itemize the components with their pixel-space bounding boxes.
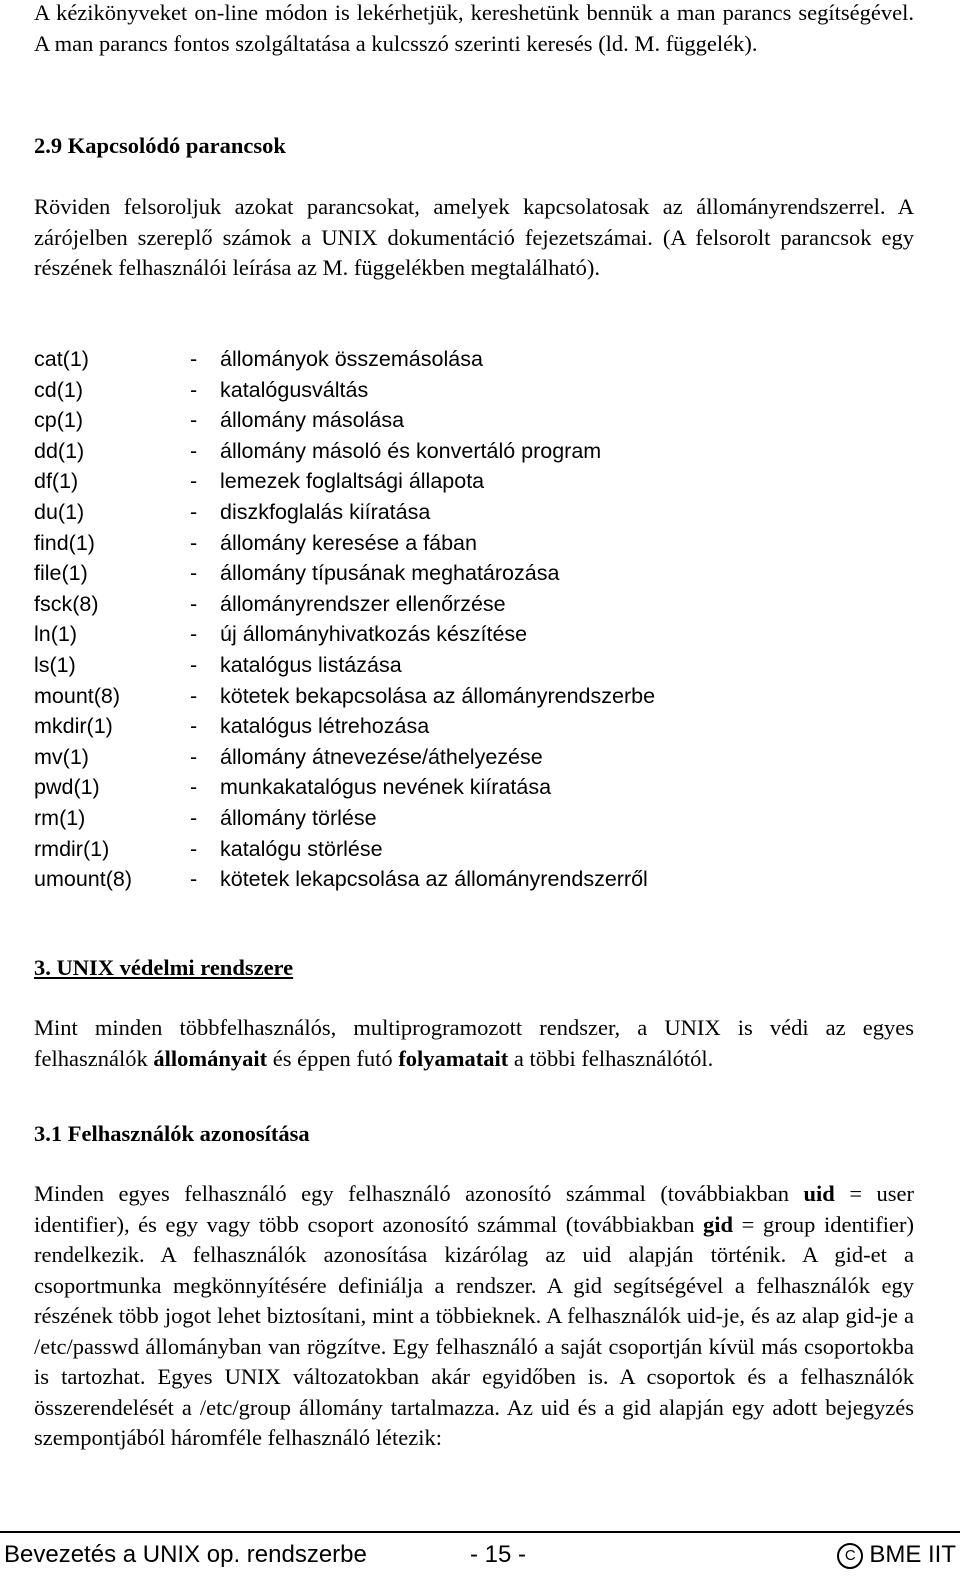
command-separator: - <box>190 347 198 371</box>
command-description: katalógus létrehozása <box>220 714 430 739</box>
footer-title: Bevezetés a UNIX op. rendszerbe <box>4 1541 367 1568</box>
section-3-1-paragraph <box>34 1179 914 1454</box>
command-description: állomány átnevezése/áthelyezése <box>220 744 543 769</box>
command-description: katalógus listázása <box>220 652 402 677</box>
command-row <box>34 436 914 467</box>
command-description: állomány törlése <box>220 805 377 830</box>
footer-copyright <box>837 1535 956 1575</box>
command-name: cd(1) <box>34 377 83 402</box>
command-separator: - <box>190 622 198 647</box>
command-separator: - <box>190 867 198 892</box>
command-name: mv(1) <box>34 744 89 769</box>
command-row <box>34 344 914 375</box>
section-3-text-2: és éppen futó <box>267 1045 399 1071</box>
command-description: kötetek lekapcsolása az állományrendszerről <box>220 867 648 892</box>
copyright-icon: C <box>837 1543 863 1569</box>
command-row <box>34 650 914 681</box>
command-name: rm(1) <box>34 805 86 830</box>
command-description: állomány keresése a fában <box>220 530 477 555</box>
command-row <box>34 742 914 773</box>
command-description: új állományhivatkozás készítése <box>220 622 528 647</box>
footer-org: BME IIT <box>869 1541 956 1568</box>
command-name: mount(8) <box>34 683 121 708</box>
command-separator: - <box>190 561 198 586</box>
command-separator: - <box>190 652 198 677</box>
command-description: állomány típusának meghatározása <box>220 561 560 586</box>
command-description: diszkfoglalás kiíratása <box>220 499 431 524</box>
command-name: cat(1) <box>34 347 89 371</box>
command-list <box>34 344 914 895</box>
command-row <box>34 834 914 865</box>
command-description: munkakatalógus nevének kiíratása <box>220 775 552 800</box>
section-3-bold-1: állományait <box>153 1045 268 1071</box>
command-name: fsck(8) <box>34 591 99 616</box>
section-3-1-bold-gid: gid <box>703 1211 734 1237</box>
command-row <box>34 405 914 436</box>
command-separator: - <box>190 530 198 555</box>
section-3-1-bold-uid: uid <box>803 1181 835 1206</box>
command-description: állomány másoló és konvertáló program <box>220 438 602 463</box>
section-3-paragraph <box>34 1013 914 1074</box>
command-name: find(1) <box>34 530 95 555</box>
command-row <box>34 772 914 803</box>
command-description: katalógusváltás <box>220 377 369 402</box>
command-separator: - <box>190 438 198 463</box>
section-3-1-text-1: Minden egyes felhasználó egy felhasználó azonosító számmal (továbbiakban <box>34 1181 804 1206</box>
command-separator: - <box>190 836 198 861</box>
section-3-1-text-3: = group identifier) rendelkezik. A felhasználók azonosítása kizárólag az uid alapján történik. A gid-et a csoportmunka megkönnyítésére definiálja a rendszer. A gid segítségével a felhasználók egy részének több jogot lehet biztosítani, mint a többieknek. A felhasználók uid-je, és az alap gid-je a /etc/passwd állományban van rögzítve. Egy felhasználó a saját csoportján kívül más csoportokba is tartozhat. Egyes UNIX változatokban akár egyidőben is. A csoportok és a felhasználók összerendelését a /etc/group állomány tartalmazza. Az uid és a gid alapján egy adott bejegyzés szempontjából háromféle felhasználó létezik: <box>34 1211 914 1450</box>
command-separator: - <box>190 377 198 402</box>
command-row <box>34 711 914 742</box>
page-number: - 15 - <box>470 1541 527 1568</box>
command-row <box>34 497 914 528</box>
command-description: kötetek bekapcsolása az állományrendszerbe <box>220 683 656 708</box>
section-3-bold-2: folyamatait <box>398 1045 509 1071</box>
command-row <box>34 864 914 895</box>
command-row <box>34 681 914 712</box>
section-3-text-1: Mint minden többfelhasználós, multiprogramozott rendszer, a UNIX is védi az egyes felhasználók <box>34 1015 914 1071</box>
section-3-1-heading: 3.1 Felhasználók azonosítása <box>34 1121 310 1146</box>
command-row <box>34 375 914 406</box>
command-name: ln(1) <box>34 622 78 647</box>
command-name: mkdir(1) <box>34 714 113 739</box>
command-name: dd(1) <box>34 438 85 463</box>
command-separator: - <box>190 499 198 524</box>
command-separator: - <box>190 744 198 769</box>
command-name: du(1) <box>34 499 85 524</box>
command-row <box>34 589 914 620</box>
command-description: katalógu störlése <box>220 836 383 861</box>
command-separator: - <box>190 805 198 830</box>
section-2-9-heading: 2.9 Kapcsolódó parancsok <box>34 133 286 158</box>
command-name: rmdir(1) <box>34 836 110 861</box>
command-separator: - <box>190 591 198 616</box>
command-description: állomány másolása <box>220 408 405 433</box>
command-description: állományok összemásolása <box>220 347 483 371</box>
command-name: cp(1) <box>34 408 83 433</box>
command-description: lemezek foglaltsági állapota <box>220 469 485 494</box>
command-separator: - <box>190 775 198 800</box>
section-2-9-paragraph: Röviden felsoroljuk azokat parancsokat, amelyek kapcsolatosak az állományrendszerrel. A zárójelben szereplő számok a UNIX dokumentáció fejezetszámai. (A felsorolt parancsok egy részének felhasználói leírása az M. függelékben megtalálható). <box>34 194 914 280</box>
command-separator: - <box>190 714 198 739</box>
command-separator: - <box>190 683 198 708</box>
command-row <box>34 466 914 497</box>
command-name: umount(8) <box>34 867 132 892</box>
command-separator: - <box>190 469 198 494</box>
command-row <box>34 528 914 559</box>
command-row <box>34 803 914 834</box>
intro-paragraph: A kézikönyveket on-line módon is lekérhetjük, kereshetünk bennük a man parancs segítségével. A man parancs fontos szolgáltatása a kulcsszó szerinti keresés (ld. M. függelék). <box>34 0 914 56</box>
section-3-text-3: a többi felhasználótól. <box>508 1045 714 1071</box>
command-name: pwd(1) <box>34 775 100 800</box>
footer-divider <box>0 1531 960 1533</box>
command-description: állományrendszer ellenőrzése <box>220 591 506 616</box>
command-row <box>34 558 914 589</box>
section-3-1-text-2: = user identifier), és egy vagy több csoport azonosító számmal (továbbiakban <box>34 1181 914 1237</box>
command-name: ls(1) <box>34 652 76 677</box>
command-separator: - <box>190 408 198 433</box>
section-3-heading: 3. UNIX védelmi rendszere <box>34 955 294 980</box>
command-name: df(1) <box>34 469 79 494</box>
command-row <box>34 619 914 650</box>
command-name: file(1) <box>34 561 88 586</box>
page-footer <box>4 1535 956 1575</box>
